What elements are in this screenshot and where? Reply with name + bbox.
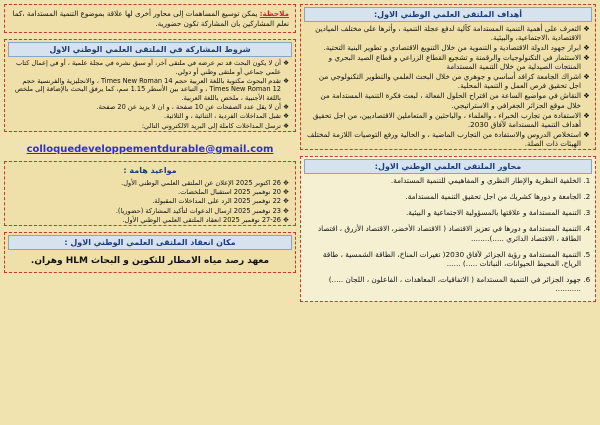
axes-title: محاور الملتقى العلمي الوطني الاول: xyxy=(304,159,592,174)
note-box xyxy=(4,4,296,33)
note-text: يمكن توسيع المساهمات إلى محاور أخرى لها علاقة بموضوع التنمية المستدامة ،كما نعلم المشاركين بان المشاركة تكون حضورية. xyxy=(12,9,289,28)
list-item: 2. الجامعة و دورها كشريك من اجل تحقيق التنمية المستدامة. xyxy=(305,192,581,201)
email-link[interactable]: colloquedeveloppementdurable@gmail.com xyxy=(26,143,274,155)
list-item: 1. الخلفية النظرية والإطار النظري و المفاهيمي للتنمية المستدامة. xyxy=(305,176,581,185)
conditions-list xyxy=(5,59,295,129)
conditions-section xyxy=(4,39,296,131)
dates-title: مواعيد هامة : xyxy=(123,165,177,175)
list-item: ❖ ترسل المداخلات كاملة إلى البريد الالكتروني التالي: xyxy=(9,122,281,130)
venue-section xyxy=(4,232,296,273)
right-column xyxy=(300,4,596,302)
list-item: ❖ اشراك الجامعة كرافد أساسي و جوهري من خلال البحث العلمي والتطوير التكنولوجي من اجل تحقيق فرص العمل و التنمية المحلية. xyxy=(305,72,581,90)
list-item: 4. التنمية المستدامة و دورها في تعزيز الاقتصاد ( الاقتصاد الأخضر، الاقتصاد الأزرق ، اقتصاد الطاقة ، الاقتصاد الدائري .....)........ xyxy=(305,224,581,242)
list-item: 5. التنمية المستدامة و رؤية الجزائر لآفاق 2030( تغيرات المناخ، الطاقة الشمسية ، طاقة الرياح، المحيط الحيوانات، النباتات .....) ...... xyxy=(305,250,581,268)
list-item: ❖ استخلاص الدروس والاستفادة من التجارب الماضية ، و الحالية ورفع التوصيات اللازمة لمختلف الهيئات ذات الصلة. xyxy=(305,130,581,148)
goals-section xyxy=(300,4,596,150)
list-item: ❖ تقبل المداخلات الفردية ، الثنائية ، و الثلاثية. xyxy=(9,112,281,120)
list-item: ❖ ابراز جهود الدولة الاقتصادية و التنموية من خلال التنويع الاقتصادي و تطوير البنية التحتية. xyxy=(305,43,581,52)
list-item: ❖ النقاش في مواضيع الساعة من اقتراح الحلول الفعالة ، لبعث فكرة التنمية المستدامة من خلال موقع الجزائر الجغرافي و الاستراتيجي. xyxy=(305,91,581,109)
dates-section xyxy=(4,161,296,226)
list-item: ❖ أن لا يكون البحث قد تم عرضه في ملتقى آخر، أو سبق نشره في مجلة علمية ، أو في إعمال كتاب علمي جماعي أو ملتقى وطني أو دولي. xyxy=(9,59,281,76)
list-item: ❖ الاستفادة من تجارب الخبراء ، والعلماء ، والباحثين و المتعاملين الاقتصاديين، من اجل تحقيق أهداف التنمية المستدامة لآفاق 2030. xyxy=(305,111,581,129)
goals-title: أهداف الملتقى العلمي الوطني الاول: xyxy=(304,7,592,22)
list-item: ❖ الاستثمار في التكنولوجيات والرقمنة و تشجيع القطاع الزراعي و قطاع الصيد البحري و المنتجات الصيدلية من خلال التنمية المستدامة xyxy=(305,53,581,71)
list-item: ❖ تقدم البحوث مكتوبة باللغة العربية حجم Times New Roman 14 ، والانجليزية والفرنسية حجم Times New Roman 12 ، و التباعد بين الأسطر 1.15 سم، كما يرفق البحث بالإضافة إلى ملخص باللغة الأجنبية ، ملخص باللغة العربية. xyxy=(9,77,281,102)
left-column xyxy=(4,4,296,279)
list-item: ✥ 26 اكتوبر 2025 الإعلان عن الملتقى العلمي الوطني الأول. xyxy=(9,179,281,187)
list-item: ✥ 27-26 نوفمبر 2025 انعقاد الملتقى العلمي الوطني الأول. xyxy=(9,216,281,224)
note-label: ملاحظة: xyxy=(259,9,289,18)
list-item: 6. جهود الجزائر في التنمية المستدامة ( الاتفاقيات، المعاهدات ، الفاعلون ، اللجان .....) ........... xyxy=(305,275,581,293)
axes-section xyxy=(300,156,596,302)
dates-list xyxy=(5,179,295,224)
list-item: ❖ التعرف على أهمية التنمية المستدامة كآلية لدفع عجلة التنمية ، وأثرها على مختلف الميادين الاقتصادية ،الاجتماعية، والبيئية. xyxy=(305,24,581,42)
axes-list xyxy=(301,176,595,294)
conditions-title: شروط المشاركة في الملتقى العلمي الوطني الاول xyxy=(8,42,292,57)
list-item: ✥ 22 نوفمبر 2025 الرد على المداخلات المقبولة. xyxy=(9,197,281,205)
list-item: 3. التنمية المستدامة و علاقتها بالمسؤولية الاجتماعية و البيئية. xyxy=(305,208,581,217)
venue-text: معهد رصد مياه الامطار للتكوين و البحاث HLM وهران. xyxy=(30,256,270,267)
list-item: ✥ 23 نوفمبر 2025 ارسال الدعوات لتأكيد المشاركة (حضوريا). xyxy=(9,207,281,215)
list-item: ❖ أن لا يقل عدد الصفحات عن 10 صفحة ، و ان لا يزيد عن 20 صفحة. xyxy=(9,103,281,111)
list-item: ✥ 20 نوفمبر 2025 استقبال الملخصات. xyxy=(9,188,281,196)
venue-title: مكان انعقاد الملتقى العلمي الوطني الاول : xyxy=(8,235,292,250)
goals-list xyxy=(301,24,595,148)
